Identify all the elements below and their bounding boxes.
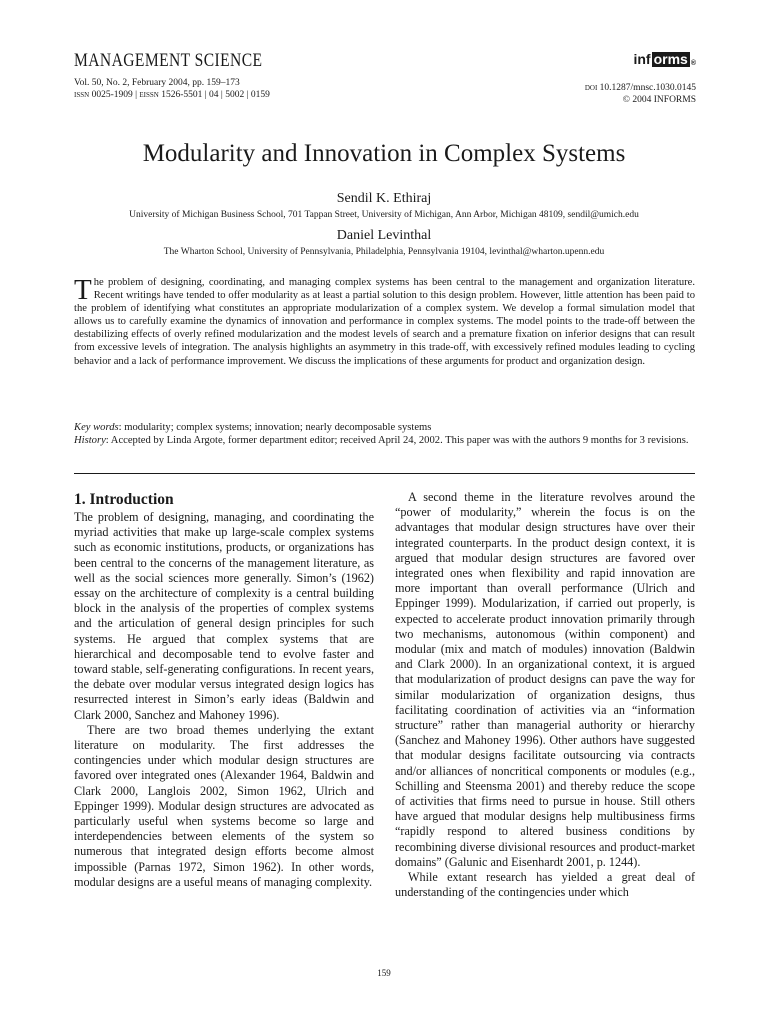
- abstract-text: he problem of designing, coordinating, and managing complex systems has been central to the management and organization literature. Recent writings have tended to offer modularity as at least a partial solution to this design problem. However, little attention has been paid to the problem of identifying what constitutes an appropriate modularization of a complex system. We develop a formal simulation model that allows us to carefully examine the dynamics of innovation and performance in complex systems. The model points to the trade-off between the destabilizing effects of overly refined modularization and the modest levels of search and a premature fixation on inferior designs that can result from excessive levels of integration. The analysis highlights an asymmetry in this trade-off, with excessively refined modules leading to cycling behavior and a lack of performance improvement. We discuss the implications of these arguments for product and organization design.: [74, 277, 695, 367]
- history-label: History: [74, 435, 106, 446]
- informs-logo: [633, 51, 696, 67]
- doi-info: [585, 82, 696, 106]
- left-paragraph-1: The problem of designing, managing, and coordinating the myriad activities that make up large-scale complex systems such as economic institutions, products, or organizations has been central to the concerns of the management literature, as well as the social sciences more generally. Simon’s (1962) essay on the architecture of complexity is a central building block in the analysis of the properties of complex systems and the articulation of general design principles for such systems. He argued that complex systems that are hierarchical and decomposable tend to evolve faster and toward stable, self-generating configurations. In recent years, the debate over modular versus integrated design logics has resurrected interest in Simon’s early ideas (Baldwin and Clark 2000, Sanchez and Mahoney 1996).: [74, 510, 374, 722]
- logo-part-b: orms: [653, 50, 688, 67]
- affiliation-1: University of Michigan Business School, 701 Tappan Street, University of Michigan, Ann Arbor, Michigan 48109, sendil@umich.edu: [129, 210, 639, 220]
- left-column: [74, 490, 374, 890]
- eissn-value: 1526-5501: [161, 90, 203, 100]
- issn-tail2: 5002: [225, 90, 245, 100]
- affiliation-2: The Wharton School, University of Pennsylvania, Philadelphia, Pennsylvania 19104, levinthal@wharton.upenn.edu: [163, 247, 605, 257]
- abstract: [74, 276, 695, 368]
- journal-title: MANAGEMENT SCIENCE: [74, 50, 263, 71]
- issn-line: issn 0025-1909 | eissn 1526-5501 | 04 | 5002 | 0159: [74, 90, 270, 100]
- issn-tail3: 0159: [250, 90, 270, 100]
- right-paragraph-2: While extant research has yielded a great deal of understanding of the contingencies under which: [395, 870, 695, 900]
- divider-rule: [74, 473, 695, 474]
- doi-value: 10.1287/mnsc.1030.0145: [599, 83, 696, 93]
- eissn-label: eissn: [139, 90, 159, 100]
- copyright-line: © 2004 INFORMS: [622, 95, 696, 105]
- keywords-label: Key words: [74, 422, 119, 433]
- logo-registered: ®: [690, 60, 696, 67]
- issn-tail: 04: [209, 90, 219, 100]
- section-heading: 1. Introduction: [74, 491, 174, 508]
- author-1: Sendil K. Ethiraj: [336, 191, 432, 206]
- logo-part-a: inf: [633, 51, 651, 67]
- right-column: [395, 490, 695, 900]
- keywords-text: : modularity; complex systems; innovation; nearly decomposable systems: [118, 422, 432, 433]
- history-text: : Accepted by Linda Argote, former department editor; received April 24, 2002. This paper was with the authors 9 months for 3 revisions.: [105, 435, 689, 446]
- author-2: Daniel Levinthal: [336, 228, 432, 243]
- right-paragraph-1: A second theme in the literature revolves around the “power of modularity,” wherein the focus is on the advantages that modular design structures have over their integrated counterparts. In the product design context, it is argued that modular design structures are favored over integrated ones when flexibility and rapid innovation are more important than overall performance (Ulrich and Eppinger 1999). Modularization, if carried out properly, is expected to accelerate product innovation primarily through two mechanisms, autonomous (within component) and modular (mix and match of modules) innovation (Baldwin and Clark 2000). In an organizational context, it is argued that modularization of product designs can pave the way for similar modularization of organization designs, thus facilitating coordination of activities via an “information structure” rather than managerial authority or hierarchy (Sanchez and Mahoney 1996). Other authors have suggested that modular designs facilitate outsourcing via contracts and/or alliances of noncritical components or modules (e.g., Schilling and Steensma 2001) and thereby reduce the scope of activities that firms need to pursue in house. Still others have argued that modular designs help multibusiness firms “rapidly respond to altered business conditions by recombining diverse divisional resources and product-market domains” (Galunic and Eisenhardt 2001, p. 1244).: [395, 490, 695, 869]
- doi-label: doi: [584, 83, 598, 93]
- issn-value: 0025-1909: [91, 90, 133, 100]
- volume-line: Vol. 50, No. 2, February 2004, pp. 159–173: [74, 78, 240, 88]
- article-title: Modularity and Innovation in Complex Systems: [142, 140, 626, 167]
- issn-label: issn: [74, 90, 90, 100]
- doi-line: [585, 82, 696, 94]
- left-paragraph-2: There are two broad themes underlying the extant literature on modularity. The first addresses the contingencies under which modular design structures are favored over integrated ones (Alexander 1964, Baldwin and Clark 2000, Langlois 2002, Simon 1962, Ulrich and Eppinger 1999). Modular design structures are advocated as particularly useful when systems become so large and interdependencies between elements of the system so numerous that integrated design efforts become almost impossible (Parnas 1972, Simon 1962). In other words, modular designs are a useful means of managing complexity.: [74, 722, 374, 889]
- keywords: [74, 421, 695, 434]
- issue-info: [74, 77, 270, 101]
- page-number: 159: [377, 968, 391, 978]
- history: [74, 434, 735, 447]
- abstract-dropcap: T: [74, 274, 92, 306]
